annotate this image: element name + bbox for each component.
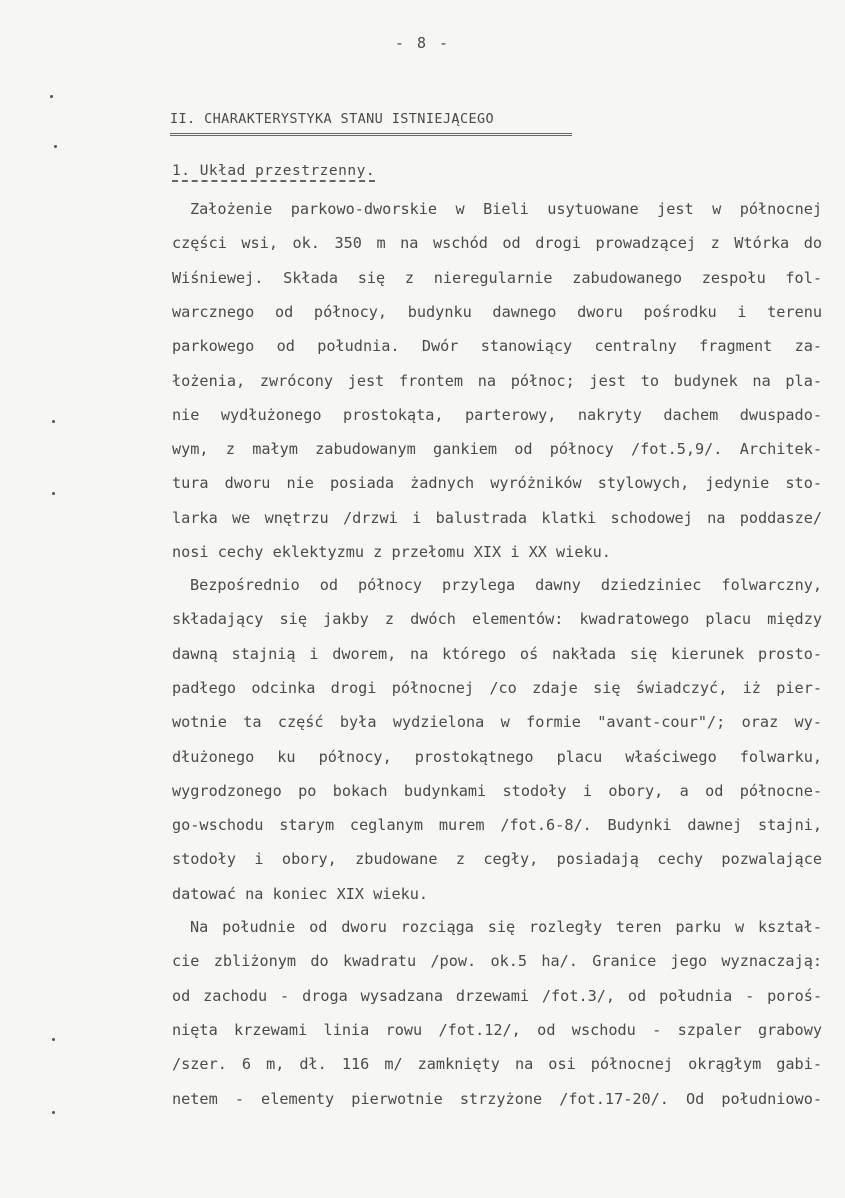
text-line: dłużonego ku północy, prostokątnego placu właściwego folwarku, [172, 747, 822, 766]
page-number: - 8 - [394, 34, 451, 52]
text-line: wotnie ta część była wydzielona w formie "avant-cour"/; oraz wy- [172, 713, 822, 732]
text-line: Na południe od dworu rozciąga się rozległy teren parku w kształ- [190, 918, 822, 936]
text-line: dawną stajnią i dworem, na którego oś nakłada się kierunek prosto- [172, 644, 822, 663]
margin-dot [52, 420, 55, 423]
text-line: stodoły i obory, zbudowane z cegły, posiadają cechy pozwalające [172, 850, 822, 869]
text-line: netem - elementy pierwotnie strzyżone /fot.17-20/. Od południowo- [172, 1089, 822, 1108]
text-line: wygrodzonego po bokach budynkami stodoły i obory, a od północne- [172, 781, 822, 800]
margin-dot [52, 1038, 55, 1041]
text-line: parkowego od południa. Dwór stanowiący centralny fragment za- [172, 337, 822, 356]
text-line: tura dworu nie posiada żadnych wyróżników stylowych, jedynie sto- [172, 474, 822, 493]
text-line: larka we wnętrzu /drzwi i balustrada klatki schodowej na poddasze/ [172, 508, 822, 527]
margin-dot [52, 1111, 55, 1114]
text-line: składający się jakby z dwóch elementów: kwadratowego placu między [172, 610, 822, 629]
text-line: Wiśniewej. Składa się z nieregularnie zabudowanego zespołu fol- [172, 268, 822, 287]
text-line: nięta krzewami linia rowu /fot.12/, od wschodu - szpaler grabowy [172, 1020, 822, 1039]
text-line: datować na koniec XIX wieku. [172, 884, 429, 903]
margin-dot [54, 145, 57, 148]
text-line: wym, z małym zabudowanym gankiem od północy /fot.5,9/. Architek- [172, 440, 822, 459]
text-line: /szer. 6 m, dł. 116 m/ zamknięty na osi północnej okrągłym gabi- [172, 1055, 822, 1074]
text-line: od zachodu - droga wysadzana drzewami /fot.3/, od południa - poroś- [172, 986, 822, 1005]
text-line: Założenie parkowo-dworskie w Bieli usytuowane jest w północnej [190, 200, 822, 218]
margin-dot [50, 95, 53, 98]
sub-heading: 1. Układ przestrzenny. [172, 163, 375, 182]
margin-dot [52, 492, 55, 495]
text-line: Bezpośrednio od północy przylega dawny dziedziniec folwarczny, [190, 576, 822, 594]
text-line: cie zbliżonym do kwadratu /pow. ok.5 ha/. Granice jego wyznaczają: [172, 952, 822, 971]
text-line: padłego odcinka drogi północnej /co zdaje się świadczyć, iż pier- [172, 678, 822, 697]
text-line: nie wydłużonego prostokąta, parterowy, nakryty dachem dwuspado- [172, 405, 822, 424]
text-line: go-wschodu starym ceglanym murem /fot.6-8/. Budynki dawnej stajni, [172, 816, 822, 835]
text-line: warcznego od północy, budynku dawnego dworu pośrodku i terenu [172, 302, 822, 321]
section-heading: II. CHARAKTERYSTYKA STANU ISTNIEJĄCEGO [170, 111, 572, 136]
text-line: części wsi, ok. 350 m na wschód od drogi prowadzącej z Wtórka do [172, 234, 822, 253]
text-line: łożenia, zwrócony jest frontem na północ; jest to budynek na pla- [172, 371, 822, 390]
text-line: nosi cechy eklektyzmu z przełomu XIX i XX wieku. [172, 543, 611, 561]
